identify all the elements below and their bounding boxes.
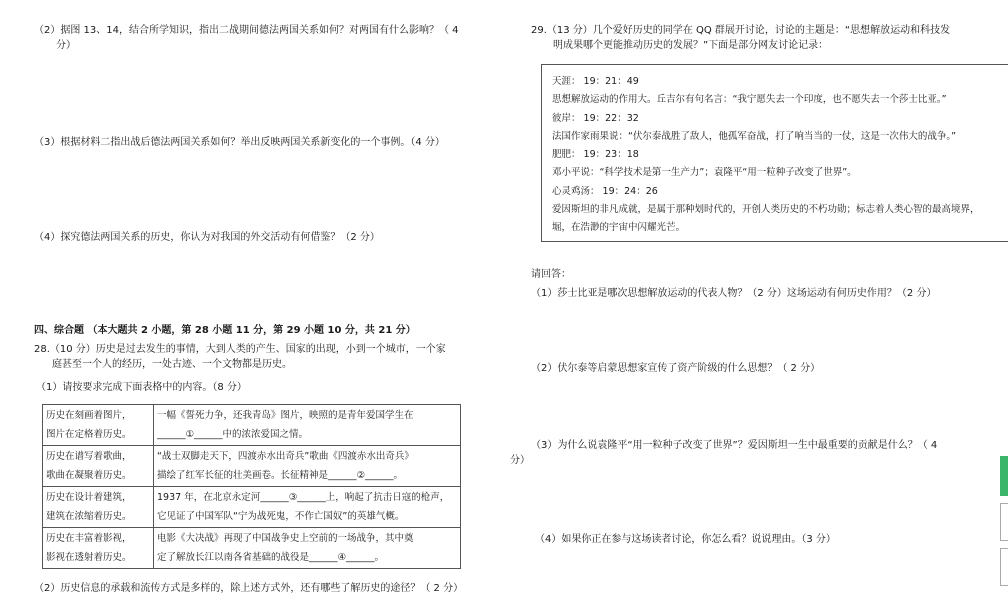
question-3: （3）根据材料二指出战后德法两国关系如何？举出反映两国关系新变化的一个事例。（4 分） bbox=[34, 137, 445, 148]
question-29-4: （4）如果你正在参与这场读者讨论，你怎么看？说说理由。（3 分） bbox=[535, 534, 836, 545]
question-28-intro-line1: 28.（10 分）历史是过去发生的事情，大到人类的产生、国家的出现，小到一个城市，一个家 bbox=[34, 344, 446, 355]
question-29-intro-line2: 明成果哪个更能推动历史的发展？”下面是部分网友讨论记录： bbox=[553, 40, 829, 51]
question-29-3-line2: 分） bbox=[510, 455, 530, 466]
question-29-3 bbox=[510, 438, 937, 468]
table-row bbox=[43, 446, 461, 487]
question-28-intro-line2: 庭甚至一个人的经历，一处古迹、一个文物都是历史。 bbox=[52, 359, 292, 370]
question-28-intro bbox=[34, 342, 446, 372]
question-29-intro bbox=[531, 23, 950, 53]
question-4: （4）探究德法两国关系的历史，你认为对我国的外交活动有何借鉴？（2 分） bbox=[34, 232, 380, 243]
question-28-2: （2）历史信息的承载和流传方式是多样的，除上述方式外，还有哪些了解历史的途径？（ 2 分） bbox=[34, 583, 464, 594]
table-cell: 一幅《誓死力争，还我青岛》图片，映照的是青年爱国学生在 ______①______中的浓浓爱国之情。 bbox=[154, 405, 461, 446]
section-heading: 四、综合题 （本大题共 2 小题，第 28 小题 11 分，第 29 小题 10 分，共 21 分） bbox=[34, 325, 416, 336]
question-2-line2: 分） bbox=[56, 40, 76, 51]
question-2 bbox=[34, 23, 459, 53]
chat-message-line: 邓小平说：“科学技术是第一生产力”；袁隆平“用一粒种子改变了世界”。 bbox=[552, 167, 857, 179]
chat-log bbox=[552, 73, 980, 238]
side-panel-button[interactable] bbox=[1000, 548, 1008, 586]
question-29-1: （1）莎士比亚是哪次思想解放运动的代表人物？（2 分）这场运动有何历史作用？（2 分） bbox=[531, 288, 937, 299]
table-row bbox=[43, 487, 461, 528]
table-cell: 历史在设计着建筑， 建筑在浓缩着历史。 bbox=[43, 487, 154, 528]
chat-user-line: 肥肥： 19：23：18 bbox=[552, 149, 639, 161]
chat-message-line: 堀，在浩渺的宇宙中闪耀光芒。 bbox=[552, 222, 686, 234]
table-cell: 历史在谱写着歌曲， 歌曲在凝聚着历史。 bbox=[43, 446, 154, 487]
history-table bbox=[42, 404, 461, 569]
chat-message-line: 法国作家雨果说：“伏尔泰战胜了敌人，他孤军奋战，打了响当当的一仗，这是一次伟大的战争。” bbox=[552, 130, 957, 142]
question-29-2: （2）伏尔泰等启蒙思想家宣传了资产阶级的什么思想？（ 2 分） bbox=[531, 363, 821, 374]
chat-message-line: 思想解放运动的作用大。丘吉尔有句名言：“我宁愿失去一个印度，也不愿失去一个莎士比亚。” bbox=[552, 94, 947, 106]
table-row bbox=[43, 405, 461, 446]
table-row bbox=[43, 528, 461, 569]
question-2-line1: （2）据图 13、14，结合所学知识，指出二战期间德法两国关系如何？对两国有什么影响？（ 4 bbox=[34, 25, 459, 36]
chat-record-box bbox=[541, 64, 1008, 242]
table-cell: 1937 年，在北京永定河______③______上，响起了抗击日寇的枪声， 它见证了中国军队“宁为战死鬼，不作亡国奴”的英雄气概。 bbox=[154, 487, 461, 528]
chat-user-line: 天涯： 19：21：49 bbox=[552, 76, 639, 87]
chat-user-line: 彼岸： 19：22：32 bbox=[552, 112, 639, 124]
side-panel-tab[interactable] bbox=[1000, 456, 1008, 496]
table-cell: 历史在丰富着影视， 影视在透射着历史。 bbox=[43, 528, 154, 569]
table-cell: “战士双脚走天下，四渡赤水出奇兵”歌曲《四渡赤水出奇兵》 描绘了红军长征的壮美画卷。长征精神是______②______。 bbox=[154, 446, 461, 487]
question-29-3-line1: （3）为什么说袁隆平“用一粒种子改变了世界”？爱因斯坦一生中最重要的贡献是什么？（ 4 bbox=[531, 440, 938, 451]
chat-message-line: 爱因斯坦的非凡成就，是属于那种划时代的，开创人类历史的不朽功勋；标志着人类心智的最高境界， bbox=[552, 204, 980, 216]
side-panel-button[interactable] bbox=[1000, 503, 1008, 541]
table-cell: 电影《大决战》再现了中国战争史上空前的一场战争，其中奠 定了解放长江以南各省基础的战役是______④______。 bbox=[154, 528, 461, 569]
table-cell: 历史在刻画着图片， 图片在定格着历史。 bbox=[43, 405, 154, 446]
question-28-1: （1）请按要求完成下面表格中的内容。（8 分） bbox=[36, 382, 247, 393]
chat-user-line: 心灵鸡汤： 19：24：26 bbox=[552, 185, 658, 197]
answer-prompt: 请回答： bbox=[531, 269, 571, 280]
question-29-intro-line1: 29.（13 分）几个爱好历史的同学在 QQ 群展开讨论，讨论的主题是：“思想解放运动和科技发 bbox=[531, 25, 951, 36]
